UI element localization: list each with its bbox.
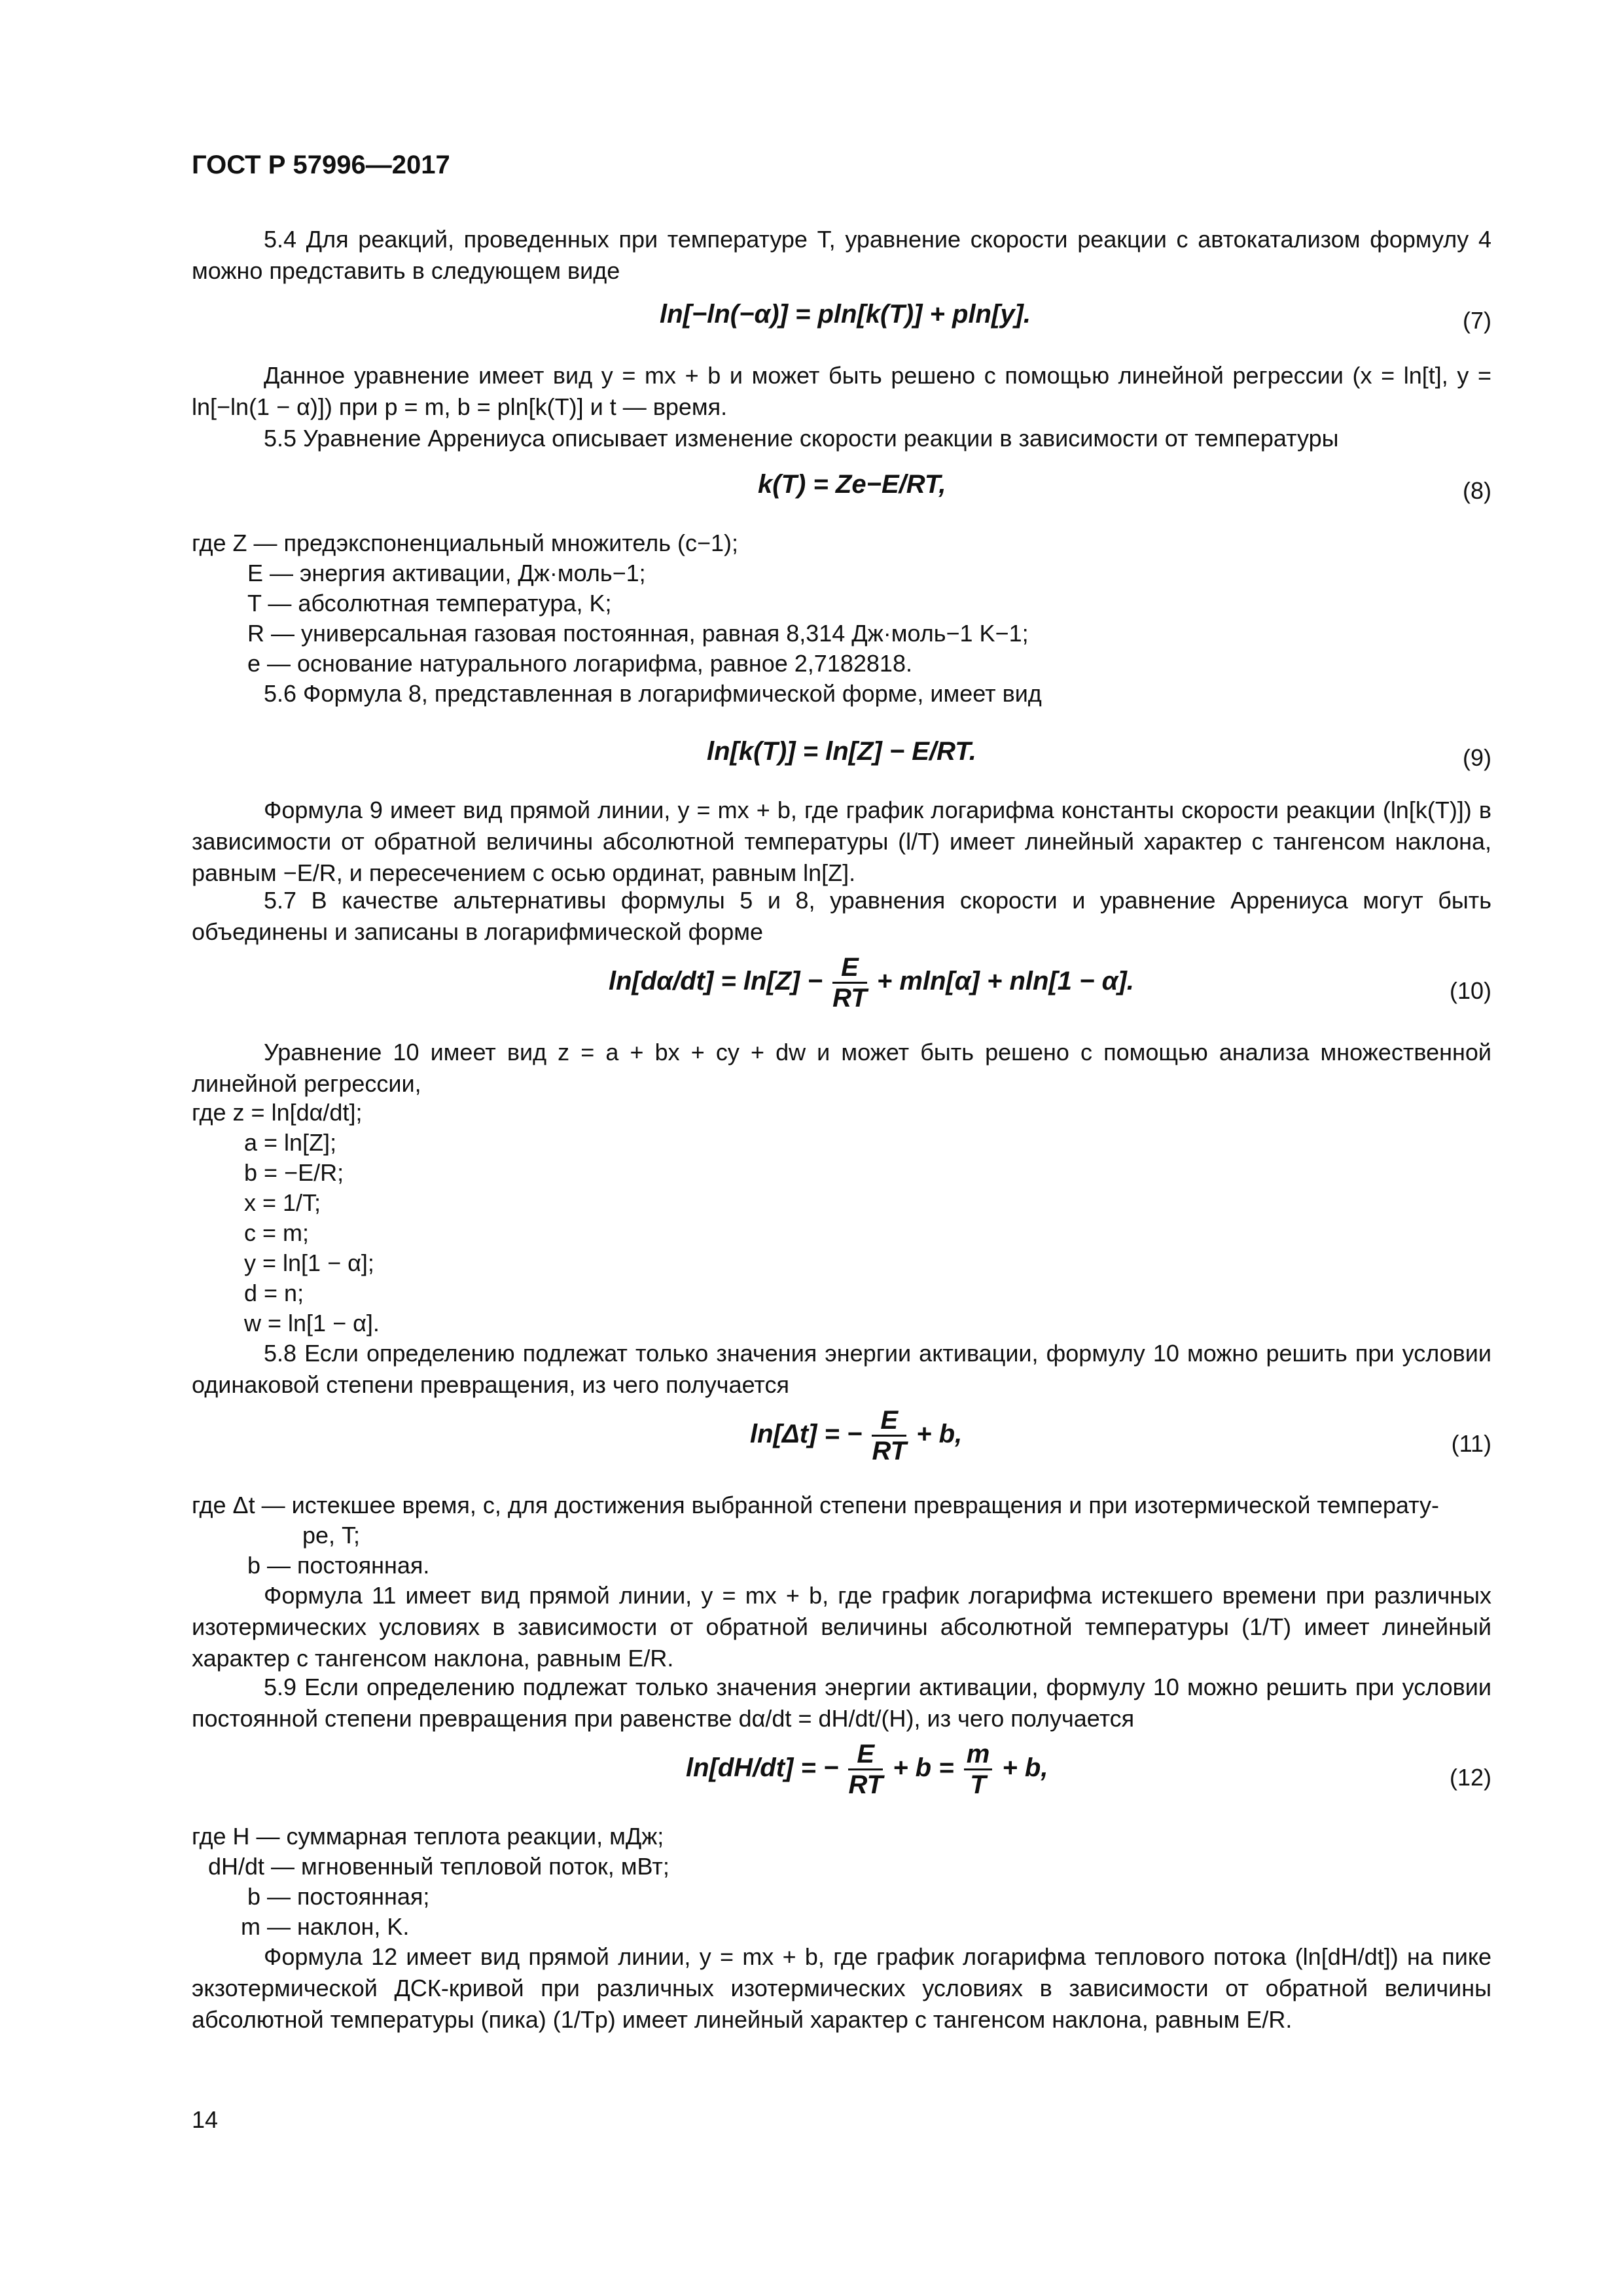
paragraph-5-8-explanation: Формула 11 имеет вид прямой линии, y = mx + b, где график логарифма истекшего времени при различных изотермических условиях в зависимости от обратной величины абсолютной температуры (1/T) имеет линейный характер с тангенсом наклона, равным E/R.	[192, 1582, 1491, 1672]
where-line-r: R — универсальная газовая постоянная, равная 8,314 Дж·моль−1 K−1;	[247, 620, 1029, 647]
equation-12-number: (12)	[1449, 1764, 1491, 1791]
paragraph-5-6: 5.6 Формула 8, представленная в логарифмической форме, имеет вид	[264, 680, 1042, 707]
where-c: c = m;	[244, 1219, 310, 1246]
equation-9: ln[k(T)] = ln[Z] − E/RT.	[707, 737, 976, 766]
where-d: d = n;	[244, 1280, 304, 1306]
equation-9-number: (9)	[1463, 744, 1491, 771]
where-w: w = ln[1 − α].	[244, 1310, 380, 1336]
where-a: a = ln[Z];	[244, 1129, 337, 1156]
equation-11-number: (11)	[1451, 1430, 1491, 1457]
where-b: b = −E/R;	[244, 1159, 344, 1186]
equation-8-number: (8)	[1463, 477, 1491, 504]
paragraph-5-4: 5.4 Для реакций, проведенных при температуре T, уравнение скорости реакции с автокатализом формулу 4 можно представить в следующем виде	[192, 226, 1491, 284]
where-line-e-energy: E — энергия активации, Дж·моль−1;	[247, 560, 646, 586]
equation-10: ln[dα/dt] = ln[Z] − $\frac{E}{RT}$ + mln[α] + nln[1 − α].	[609, 953, 1134, 1013]
paragraph-5-5: 5.5 Уравнение Аррениуса описывает изменение скорости реакции в зависимости от температуры	[264, 425, 1339, 452]
where-line-t: T — абсолютная температура, K;	[247, 590, 612, 617]
paragraph-5-9: 5.9 Если определению подлежат только значения энергии активации, формулу 10 можно решить при условии постоянной степени превращения при равенстве dα/dt = dH/dt/(H), из чего получается	[192, 1674, 1491, 1732]
equation-8: k(T) = Ze−E/RT,	[758, 470, 946, 499]
paragraph-5-8: 5.8 Если определению подлежат только значения энергии активации, формулу 10 можно решить при условии одинаковой степени превращения, из чего получается	[192, 1340, 1491, 1398]
equation-12: ln[dH/dt] = − $\frac{E}{RT}$ + b = $\frac{m}{T}$ + b,	[686, 1740, 1048, 1799]
paragraph-5-7: 5.7 В качестве альтернативы формулы 5 и 8, уравнения скорости и уравнение Аррениуса могут быть объединены и записаны в логарифмической форме	[192, 887, 1491, 945]
where-dh-dt: dH/dt — мгновенный тепловой поток, мВт;	[208, 1853, 669, 1880]
equation-7-number: (7)	[1463, 307, 1491, 334]
equation-10-number: (10)	[1449, 977, 1491, 1004]
where-line-e-base: e — основание натурального логарифма, равное 2,7182818.	[247, 650, 912, 677]
paragraph-5-4-explanation: Данное уравнение имеет вид y = mx + b и может быть решено с помощью линейной регрессии (x = ln[t], y = ln[−ln(1 − α)]) при p = m, b = pln[k(T)] и t — время.	[192, 362, 1491, 420]
where-delta-t: где Δt — истекшее время, с, для достижения выбранной степени превращения и при изотермической температу-	[192, 1492, 1439, 1518]
paragraph-5-9-explanation: Формула 12 имеет вид прямой линии, y = mx + b, где график логарифма теплового потока (ln[dH/dt]) на пике экзотермической ДСК-кривой при различных изотермических условиях в зависимости от обратной величины абсолютной температуры (пика) (1/Tp) имеет линейный характер с тангенсом наклона, равным E/R.	[192, 1943, 1491, 2033]
where-x: x = 1/T;	[244, 1189, 321, 1216]
paragraph-5-7-explanation: Уравнение 10 имеет вид z = a + bx + cy + dw и может быть решено с помощью анализа множественной линейной регрессии,	[192, 1039, 1491, 1097]
where-b-const-2: b — постоянная;	[247, 1883, 430, 1910]
document-header: ГОСТ Р 57996—2017	[192, 151, 450, 179]
equation-11: ln[Δt] = − $\frac{E}{RT}$ + b,	[750, 1406, 963, 1465]
where-z: где z = ln[dα/dt];	[192, 1099, 363, 1126]
where-delta-t-cont: ре, T;	[302, 1522, 361, 1549]
where-y: y = ln[1 − α];	[244, 1249, 374, 1276]
where-b-const: b — постоянная.	[247, 1552, 430, 1579]
page-number: 14	[192, 2106, 219, 2133]
where-line-z: где Z — предэкспоненциальный множитель (с−1);	[192, 529, 739, 556]
where-h: где H — суммарная теплота реакции, мДж;	[192, 1823, 664, 1850]
equation-7: ln[−ln(−α)] = pln[k(T)] + pln[y].	[660, 300, 1031, 329]
where-m: m — наклон, K.	[241, 1913, 410, 1940]
paragraph-5-6-explanation: Формула 9 имеет вид прямой линии, y = mx + b, где график логарифма константы скорости реакции (ln[k(T)]) в зависимости от обратной величины абсолютной температуры (l/T) имеет линейный характер с тангенсом наклона, равным −E/R, и пересечением с осью ординат, равным ln[Z].	[192, 797, 1491, 886]
